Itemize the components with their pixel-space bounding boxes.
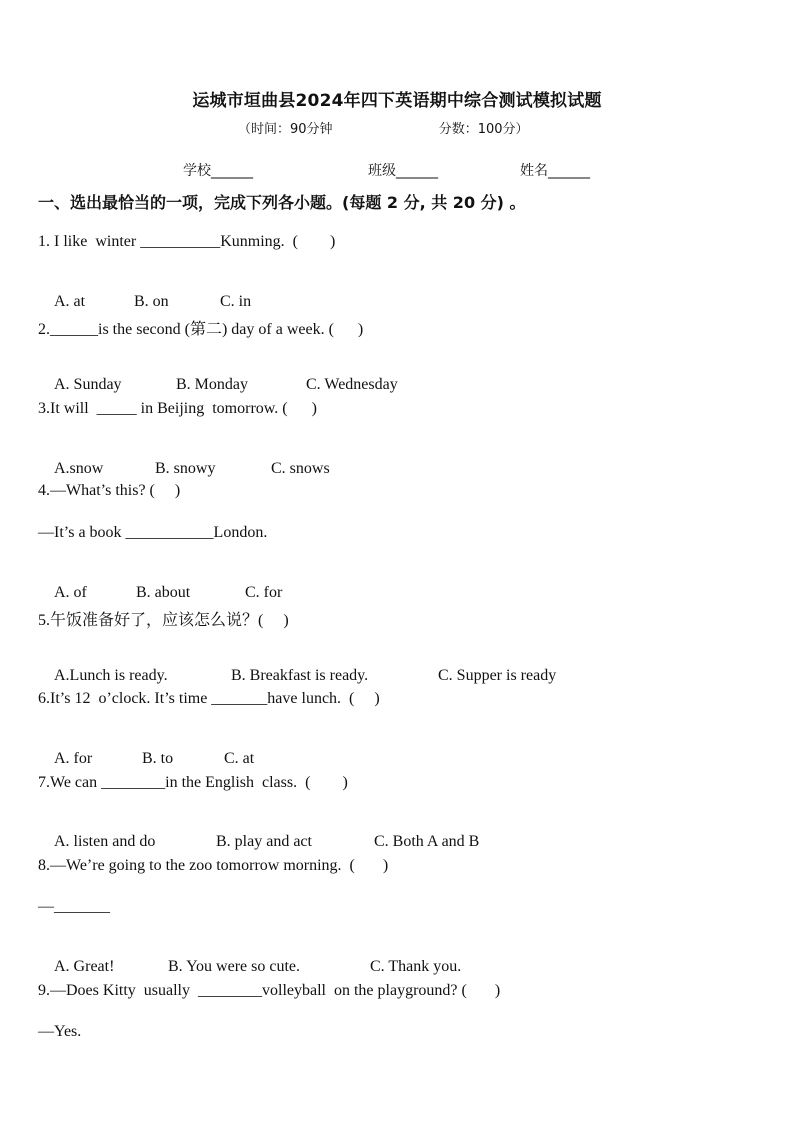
- question-5-option-a[interactable]: A.Lunch is ready.: [54, 667, 168, 684]
- question-6-option-a[interactable]: A. for: [54, 750, 93, 767]
- question-1-option-b[interactable]: B. on: [134, 293, 169, 310]
- question-5-option-b[interactable]: B. Breakfast is ready.: [231, 667, 369, 684]
- question-6-option-c[interactable]: C. at: [224, 750, 255, 767]
- question-8-option-a[interactable]: A. Great!: [54, 958, 115, 975]
- question-5-option-c[interactable]: C. Supper is ready: [438, 667, 557, 684]
- question-4-reply: —It’s a book ___________London.: [38, 524, 268, 541]
- question-2-option-c[interactable]: C. Wednesday: [306, 376, 398, 393]
- exam-meta: [238, 118, 529, 137]
- question-6-option-b[interactable]: B. to: [142, 750, 174, 767]
- question-9-stem: 9.—Does Kitty usually ________volleyball on the playground? ( ): [38, 982, 501, 999]
- question-4-option-b[interactable]: B. about: [136, 584, 191, 601]
- question-6-stem: 6.It’s 12 o’clock. It’s time _______have lunch. ( ): [38, 690, 380, 707]
- question-5-stem: 5.午饭准备好了，应该怎么说？( ): [38, 612, 289, 629]
- question-8-stem: 8.—We’re going to the zoo tomorrow morning. ( ): [38, 857, 389, 874]
- question-7-option-b[interactable]: B. play and act: [216, 833, 312, 850]
- time-limit: （时间：90分钟: [238, 122, 333, 137]
- exam-title: 运城市垣曲县2024年四下英语期中综合测试模拟试题: [192, 91, 602, 111]
- question-2-option-b[interactable]: B. Monday: [176, 376, 248, 393]
- question-7-stem: 7.We can ________in the English class. ( ): [38, 774, 348, 791]
- question-4-stem: 4.—What’s this? ( ): [38, 482, 181, 499]
- school-field[interactable]: 学校______: [183, 163, 253, 179]
- question-2-option-a[interactable]: A. Sunday: [54, 376, 122, 393]
- question-8-option-b[interactable]: B. You were so cute.: [168, 958, 300, 975]
- question-1-option-a[interactable]: A. at: [54, 293, 86, 310]
- question-4-option-a[interactable]: A. of: [54, 584, 87, 601]
- question-8-option-c[interactable]: C. Thank you.: [370, 958, 462, 975]
- question-3-option-a[interactable]: A.snow: [54, 460, 104, 477]
- name-field[interactable]: 姓名______: [520, 163, 590, 179]
- question-9-reply: —Yes.: [38, 1023, 82, 1040]
- question-7-option-c[interactable]: C. Both A and B: [374, 833, 480, 850]
- question-3-stem: 3.It will _____ in Beijing tomorrow. ( ): [38, 400, 317, 417]
- question-4-option-c[interactable]: C. for: [245, 584, 283, 601]
- question-1-stem: 1. I like winter __________Kunming. ( ): [38, 233, 336, 250]
- question-2-stem: 2.______is the second (第二) day of a week. ( ): [38, 321, 364, 338]
- section-heading: 一、选出最恰当的一项，完成下列各小题。(每题 2 分, 共 20 分) 。: [38, 193, 526, 212]
- total-score: 分数：100分）: [438, 122, 529, 137]
- question-3-option-c[interactable]: C. snows: [271, 460, 330, 477]
- question-7-option-a[interactable]: A. listen and do: [54, 833, 156, 850]
- question-1-option-c[interactable]: C. in: [220, 293, 252, 310]
- class-field[interactable]: 班级______: [368, 163, 438, 179]
- question-3-option-b[interactable]: B. snowy: [155, 460, 216, 477]
- question-8-reply: —_______: [38, 898, 110, 915]
